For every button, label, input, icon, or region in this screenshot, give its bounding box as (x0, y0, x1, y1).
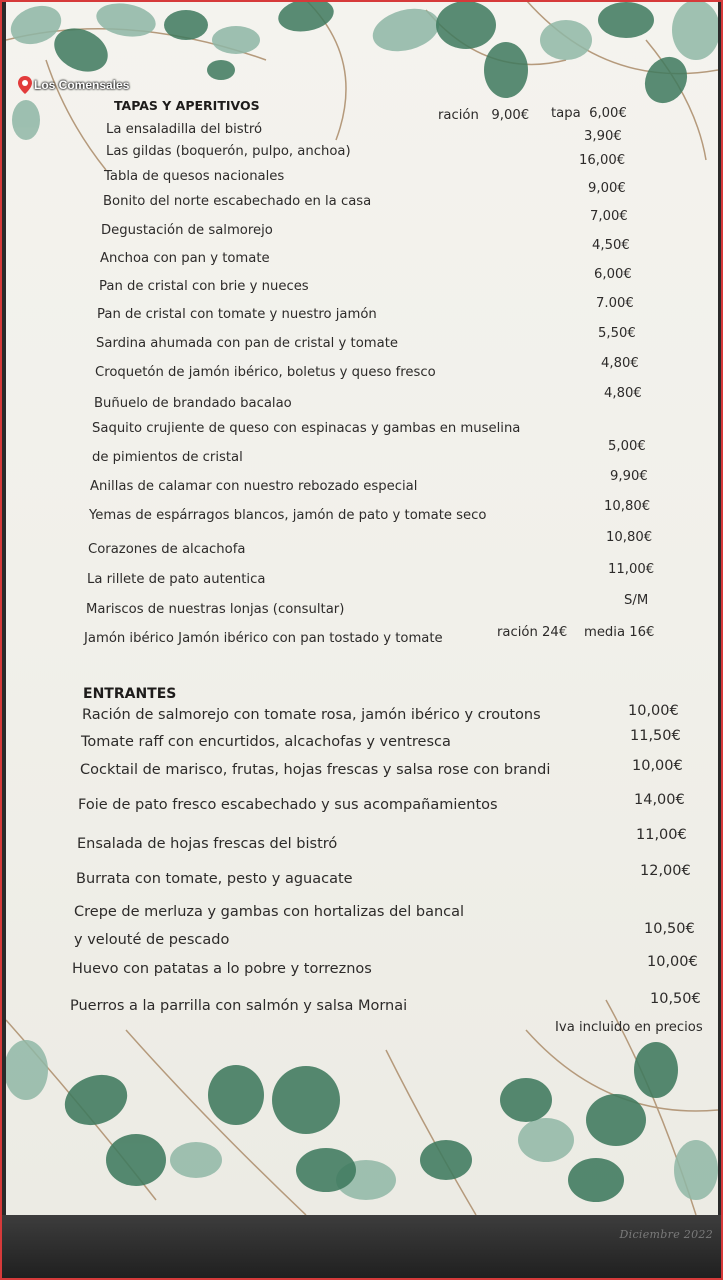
menu-item-name: Huevo con patatas a lo pobre y torreznos (72, 961, 372, 977)
menu-item-price: 16,00€ (579, 153, 626, 168)
menu-item-name: Puerros a la parrilla con salmón y salsa Mornai (70, 998, 408, 1014)
menu-item-name: Anillas de calamar con nuestro rebozado especial (90, 479, 418, 494)
menu-item-name: Pan de cristal con tomate y nuestro jamón (97, 307, 377, 322)
menu-item-price: 10,80€ (604, 499, 651, 514)
menu-item-price: 5,00€ (608, 439, 646, 454)
table-surface (0, 1215, 723, 1280)
brand-name: Los Comensales (34, 78, 130, 92)
menu-item-name: Yemas de espárragos blancos, jamón de pato y tomate seco (89, 508, 487, 523)
menu-item-price: 4,80€ (604, 386, 642, 401)
tapas-tapa-price: tapa 6,00€ (551, 106, 627, 121)
menu-page (6, 0, 718, 1215)
menu-item-price: 10,50€ (644, 921, 695, 937)
menu-item-name: Corazones de alcachofa (88, 542, 246, 557)
menu-item-name: Ración de salmorejo con tomate rosa, jamón ibérico y croutons (82, 707, 541, 723)
menu-item-price: 10,00€ (647, 954, 698, 970)
brand-logo (18, 76, 129, 94)
menu-item-name-continued: de pimientos de cristal (92, 450, 243, 465)
menu-item-name: Bonito del norte escabechado en la casa (103, 194, 372, 209)
menu-item-name: Cocktail de marisco, frutas, hojas frescas y salsa rose con brandi (80, 762, 551, 778)
menu-item-name: Burrata con tomate, pesto y aguacate (76, 871, 353, 887)
menu-item-price: 9,90€ (610, 469, 648, 484)
menu-item-price: 10,00€ (628, 703, 679, 719)
menu-item-price: ración 24€ media 16€ (497, 625, 655, 640)
menu-item-name: Las gildas (boquerón, pulpo, anchoa) (106, 144, 351, 159)
menu-item-name: La rillete de pato autentica (87, 572, 266, 587)
menu-item-price: 5,50€ (598, 326, 636, 341)
menu-item-price: 7.00€ (596, 296, 634, 311)
menu-item-price: 3,90€ (584, 129, 622, 144)
menu-item-price: 4,50€ (592, 238, 630, 253)
footer-date: Diciembre 2022 (619, 1228, 713, 1241)
menu-item-price: 9,00€ (588, 181, 626, 196)
menu-item-price: 10,00€ (632, 758, 683, 774)
section-title-entrantes: ENTRANTES (83, 686, 177, 702)
menu-item-price: 14,00€ (634, 792, 685, 808)
menu-item-price: S/M (624, 593, 649, 608)
menu-item-price: 11,00€ (636, 827, 687, 843)
menu-item-name: Tabla de quesos nacionales (104, 169, 285, 184)
menu-item-name: La ensaladilla del bistró (106, 122, 263, 137)
tapas-racion-price: ración 9,00€ (438, 108, 530, 123)
menu-item-price: 4,80€ (601, 356, 639, 371)
menu-item-price: 7,00€ (590, 209, 628, 224)
menu-item-name: Jamón ibérico Jamón ibérico con pan tostado y tomate (84, 631, 443, 646)
menu-item-price: 11,50€ (630, 728, 681, 744)
menu-item-name: Anchoa con pan y tomate (100, 251, 270, 266)
menu-item-price: 6,00€ (594, 267, 632, 282)
tax-note: Iva incluido en precios (555, 1020, 703, 1035)
menu-item-name: Ensalada de hojas frescas del bistró (77, 836, 338, 852)
menu-item-price: 10,50€ (650, 991, 701, 1007)
menu-item-name: Crepe de merluza y gambas con hortalizas del bancal (74, 904, 465, 920)
menu-item-name: Tomate raff con encurtidos, alcachofas y ventresca (81, 734, 451, 750)
menu-item-price: 10,80€ (606, 530, 653, 545)
menu-item-name: Buñuelo de brandado bacalao (94, 396, 292, 411)
location-pin-icon (18, 76, 32, 94)
menu-item-name: Croquetón de jamón ibérico, boletus y queso fresco (95, 365, 436, 380)
menu-item-name: Foie de pato fresco escabechado y sus acompañamientos (78, 797, 498, 813)
menu-item-name: Saquito crujiente de queso con espinacas y gambas en muselina (92, 421, 521, 436)
menu-item-name-continued: y velouté de pescado (74, 932, 230, 948)
menu-item-price: 11,00€ (608, 562, 655, 577)
menu-item-name: Mariscos de nuestras lonjas (consultar) (86, 602, 345, 617)
menu-item-name: Sardina ahumada con pan de cristal y tomate (96, 336, 398, 351)
menu-item-name: Degustación de salmorejo (101, 223, 273, 238)
menu-item-name: Pan de cristal con brie y nueces (99, 279, 309, 294)
section-title-tapas: TAPAS Y APERITIVOS (114, 98, 260, 113)
menu-item-price: 12,00€ (640, 863, 691, 879)
